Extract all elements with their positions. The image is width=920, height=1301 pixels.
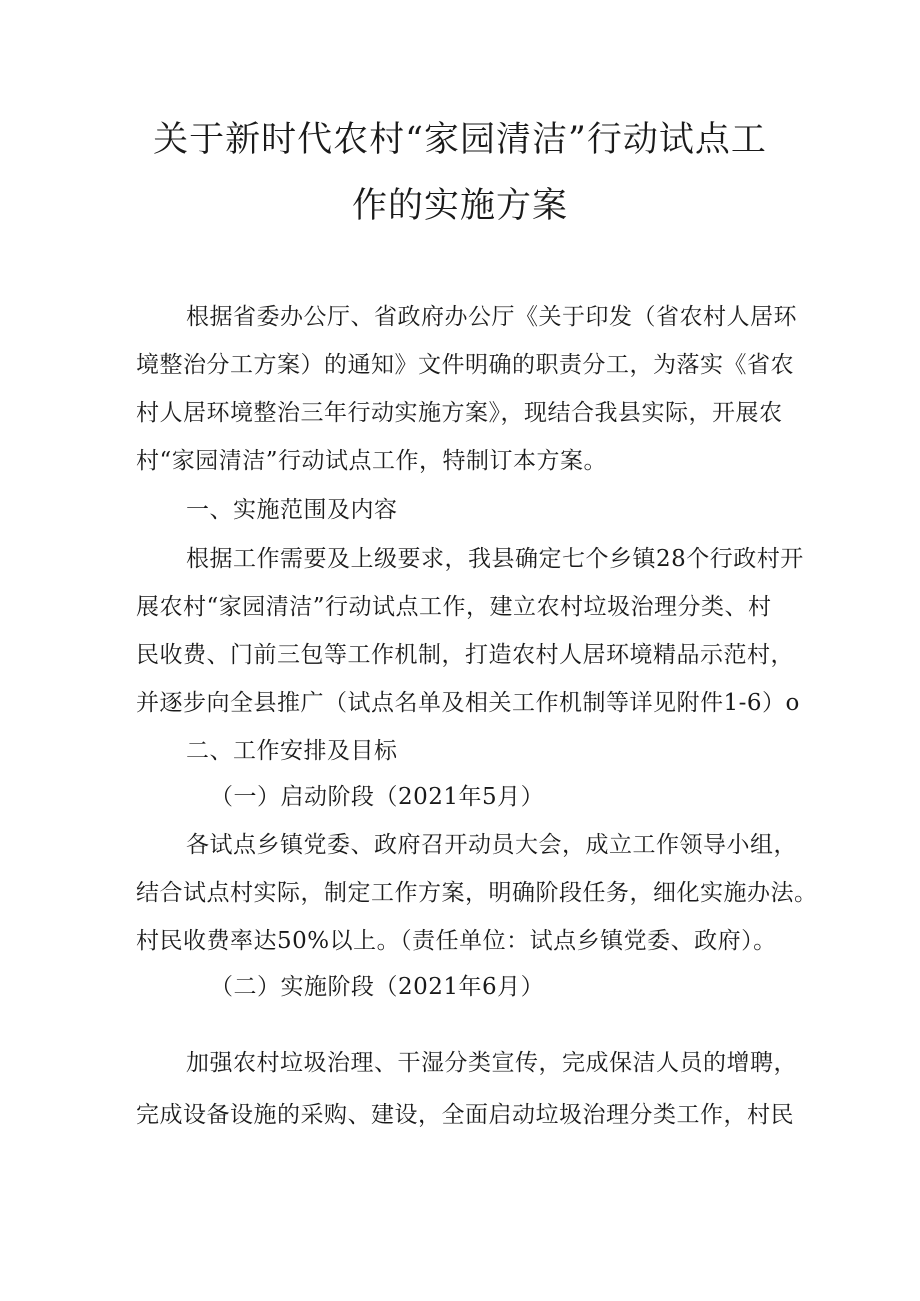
paragraph-line: 各试点乡镇党委、政府召开动员大会，成立工作领导小组，: [186, 832, 797, 858]
subsection-heading: （一）启动阶段（2021年5月）: [210, 784, 545, 810]
paragraph-line: 加强农村垃圾治理、干湿分类宣传，完成保洁人员的增聘，: [186, 1050, 797, 1076]
paragraph-line: 结合试点村实际，制定工作方案，明确阶段任务，细化实施办法。: [136, 880, 818, 906]
paragraph-line: 民收费、门前三包等工作机制，打造农村人居环境精品示范村，: [136, 642, 794, 668]
paragraph-line: 境整治分工方案）的通知》文件明确的职责分工，为落实《省农: [136, 352, 794, 378]
section-heading: 二、工作安排及目标: [186, 738, 398, 764]
document-title-line-2: 作的实施方案: [351, 186, 568, 226]
paragraph-line: 村“家园清洁”行动试点工作，特制订本方案。: [136, 448, 608, 474]
paragraph-line: 村人居环境整治三年行动实施方案》，现结合我县实际，开展农: [136, 400, 783, 426]
subsection-heading: （二）实施阶段（2021年6月）: [210, 974, 545, 1000]
paragraph-line: 并逐步向全县推广（试点名单及相关工作机制等详见附件1-6）o: [136, 690, 800, 716]
document-title-line-1: 关于新时代农村“家园清洁”行动试点工: [153, 120, 767, 160]
paragraph-line: 村民收费率达50%以上。（责任单位：试点乡镇党委、政府）。: [136, 928, 777, 954]
paragraph-line: 完成设备设施的采购、建设，全面启动垃圾治理分类工作，村民: [136, 1102, 794, 1128]
section-heading: 一、实施范围及内容: [186, 497, 398, 523]
paragraph-line: 展农村“家园清洁”行动试点工作，建立农村垃圾治理分类、村: [136, 594, 772, 620]
paragraph-line: 根据工作需要及上级要求，我县确定七个乡镇28个行政村开: [186, 546, 804, 572]
paragraph-line: 根据省委办公厅、省政府办公厅《关于印发（省农村人居环: [186, 304, 797, 330]
